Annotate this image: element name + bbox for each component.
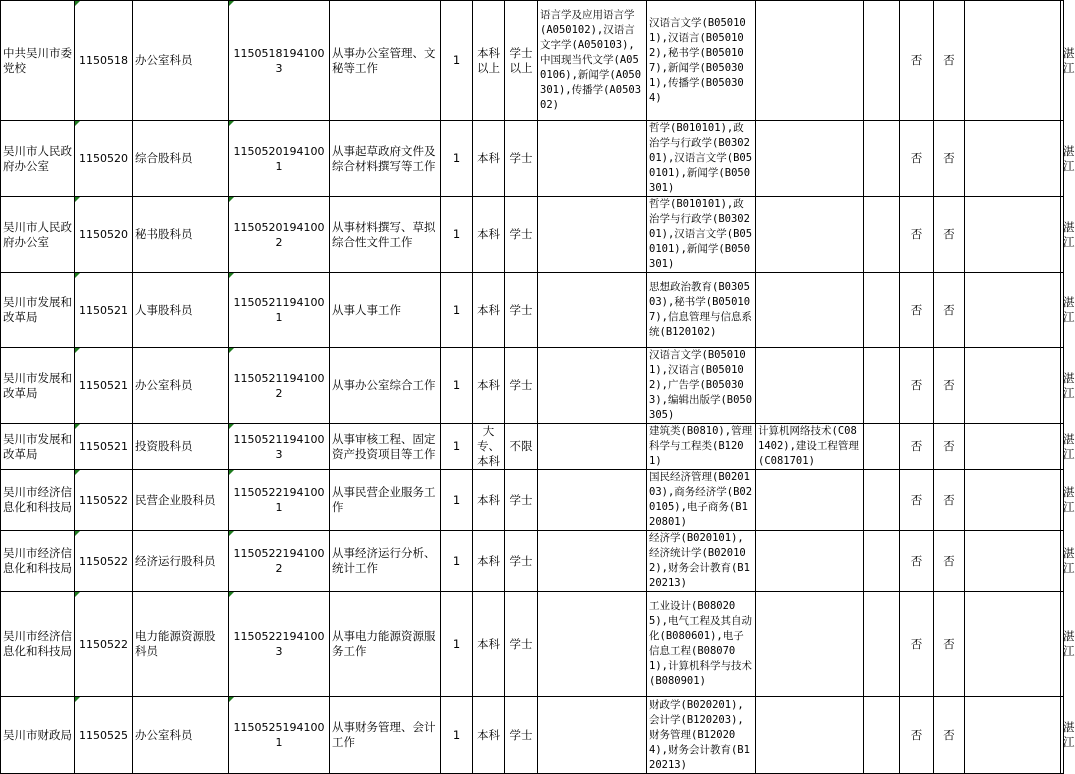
dept-cell: 吴川市人民政府办公室	[1, 197, 75, 273]
degree-cell: 学士	[505, 121, 538, 197]
dept-code-cell: 1150521	[75, 348, 133, 424]
major-jr-cell	[756, 348, 864, 424]
region-cell: 湛江	[1061, 697, 1064, 774]
extra-cell	[864, 121, 900, 197]
position-code-cell: 11505211941003	[229, 424, 330, 470]
major-jr-cell	[756, 470, 864, 531]
region-cell: 湛江	[1061, 592, 1064, 697]
table-body	[1, 1, 1075, 774]
exam-cell: 否	[934, 697, 965, 774]
grassroots-cell: 否	[900, 592, 934, 697]
exam-cell: 否	[934, 348, 965, 424]
region-cell: 湛江	[1061, 273, 1064, 348]
dept-code-cell: 1150522	[75, 531, 133, 592]
degree-cell: 学士	[505, 531, 538, 592]
education-cell: 本科以上	[473, 1, 505, 121]
position-cell: 办公室科员	[133, 348, 229, 424]
degree-cell: 学士	[505, 197, 538, 273]
notes-cell	[965, 531, 1061, 592]
region-cell: 湛江	[1061, 348, 1064, 424]
count-cell: 1	[441, 470, 473, 531]
dept-code-cell: 1150521	[75, 424, 133, 470]
position-cell: 办公室科员	[133, 1, 229, 121]
count-cell: 1	[441, 424, 473, 470]
position-cell: 民营企业股科员	[133, 470, 229, 531]
region-cell: 湛江	[1061, 197, 1064, 273]
education-cell: 本科	[473, 197, 505, 273]
notes-cell	[965, 121, 1061, 197]
major-jr-cell	[756, 121, 864, 197]
extra-cell	[864, 197, 900, 273]
grassroots-cell: 否	[900, 470, 934, 531]
duties-cell: 从事审核工程、固定资产投资项目等工作	[330, 424, 441, 470]
exam-cell: 否	[934, 197, 965, 273]
degree-cell: 不限	[505, 424, 538, 470]
major-jr-cell	[756, 531, 864, 592]
exam-cell: 否	[934, 470, 965, 531]
position-cell: 综合股科员	[133, 121, 229, 197]
notes-cell	[965, 470, 1061, 531]
table-row	[1, 531, 1064, 592]
exam-cell: 否	[934, 121, 965, 197]
duties-cell: 从事办公室管理、文秘等工作	[330, 1, 441, 121]
dept-cell: 吴川市发展和改革局	[1, 348, 75, 424]
dept-cell: 吴川市财政局	[1, 697, 75, 774]
notes-cell	[965, 348, 1061, 424]
dept-code-cell: 1150521	[75, 273, 133, 348]
table-row	[1, 470, 1064, 531]
grassroots-cell: 否	[900, 121, 934, 197]
table-row	[1, 592, 1064, 697]
extra-cell	[864, 470, 900, 531]
education-cell: 本科	[473, 697, 505, 774]
exam-cell: 否	[934, 531, 965, 592]
grassroots-cell: 否	[900, 348, 934, 424]
extra-cell	[864, 424, 900, 470]
duties-cell: 从事经济运行分析、统计工作	[330, 531, 441, 592]
position-cell: 经济运行股科员	[133, 531, 229, 592]
table-row	[1, 197, 1064, 273]
count-cell: 1	[441, 1, 473, 121]
duties-cell: 从事民营企业服务工作	[330, 470, 441, 531]
region-cell: 湛江	[1061, 424, 1064, 470]
major-ug-cell: 财政学(B020201),会计学(B120203),财务管理(B120204),财务会计教育(B120213)	[647, 697, 756, 774]
position-code-cell: 11505201941001	[229, 121, 330, 197]
major-grad-cell	[538, 531, 647, 592]
extra-cell	[864, 531, 900, 592]
position-cell: 电力能源资源股科员	[133, 592, 229, 697]
duties-cell: 从事电力能源资源服务工作	[330, 592, 441, 697]
major-jr-cell	[756, 697, 864, 774]
education-cell: 本科	[473, 470, 505, 531]
major-grad-cell	[538, 424, 647, 470]
region-cell: 湛江	[1061, 121, 1064, 197]
major-jr-cell: 计算机网络技术(C081402),建设工程管理(C081701)	[756, 424, 864, 470]
major-jr-cell	[756, 592, 864, 697]
major-jr-cell	[756, 197, 864, 273]
major-grad-cell	[538, 273, 647, 348]
position-cell: 投资股科员	[133, 424, 229, 470]
education-cell: 本科	[473, 348, 505, 424]
duties-cell: 从事财务管理、会计工作	[330, 697, 441, 774]
notes-cell	[965, 592, 1061, 697]
count-cell: 1	[441, 197, 473, 273]
major-grad-cell	[538, 121, 647, 197]
table-row	[1, 424, 1064, 470]
dept-cell: 吴川市人民政府办公室	[1, 121, 75, 197]
major-ug-cell: 思想政治教育(B030503),秘书学(B050107),信息管理与信息系统(B120102)	[647, 273, 756, 348]
dept-code-cell: 1150520	[75, 121, 133, 197]
duties-cell: 从事材料撰写、草拟综合性文件工作	[330, 197, 441, 273]
exam-cell: 否	[934, 273, 965, 348]
extra-cell	[864, 592, 900, 697]
table-row	[1, 1, 1064, 121]
grassroots-cell: 否	[900, 1, 934, 121]
dept-cell: 吴川市经济信息化和科技局	[1, 531, 75, 592]
position-cell: 人事股科员	[133, 273, 229, 348]
position-code-cell: 11505251941001	[229, 697, 330, 774]
education-cell: 本科	[473, 273, 505, 348]
dept-cell: 吴川市发展和改革局	[1, 273, 75, 348]
major-jr-cell	[756, 273, 864, 348]
major-grad-cell	[538, 592, 647, 697]
degree-cell: 学士	[505, 697, 538, 774]
dept-cell: 吴川市经济信息化和科技局	[1, 592, 75, 697]
major-ug-cell: 汉语言文学(B050101),汉语言(B050102),秘书学(B050107),新闻学(B050301),传播学(B050304)	[647, 1, 756, 121]
dept-code-cell: 1150522	[75, 470, 133, 531]
exam-cell: 否	[934, 424, 965, 470]
exam-cell: 否	[934, 592, 965, 697]
major-ug-cell: 汉语言文学(B050101),汉语言(B050102),广告学(B050303),编辑出版学(B050305)	[647, 348, 756, 424]
extra-cell	[864, 348, 900, 424]
dept-code-cell: 1150520	[75, 197, 133, 273]
position-cell: 办公室科员	[133, 697, 229, 774]
exam-cell: 否	[934, 1, 965, 121]
duties-cell: 从事办公室综合工作	[330, 348, 441, 424]
extra-cell	[864, 1, 900, 121]
count-cell: 1	[441, 348, 473, 424]
grassroots-cell: 否	[900, 424, 934, 470]
position-code-cell: 11505221941003	[229, 592, 330, 697]
major-grad-cell	[538, 470, 647, 531]
degree-cell: 学士	[505, 273, 538, 348]
dept-code-cell: 1150522	[75, 592, 133, 697]
grassroots-cell: 否	[900, 197, 934, 273]
duties-cell: 从事人事工作	[330, 273, 441, 348]
duties-cell: 从事起草政府文件及综合材料撰写等工作	[330, 121, 441, 197]
grassroots-cell: 否	[900, 697, 934, 774]
degree-cell: 学士	[505, 470, 538, 531]
count-cell: 1	[441, 531, 473, 592]
major-ug-cell: 哲学(B010101),政治学与行政学(B030201),汉语言文学(B050101),新闻学(B050301)	[647, 197, 756, 273]
table-row	[1, 121, 1064, 197]
education-cell: 本科	[473, 592, 505, 697]
dept-code-cell: 1150518	[75, 1, 133, 121]
position-code-cell: 11505201941002	[229, 197, 330, 273]
region-cell: 湛江	[1061, 531, 1064, 592]
education-cell: 本科	[473, 121, 505, 197]
region-cell: 湛江	[1061, 470, 1064, 531]
notes-cell	[965, 273, 1061, 348]
region-cell: 湛江	[1061, 1, 1064, 121]
position-code-cell: 11505181941003	[229, 1, 330, 121]
position-code-cell: 11505221941001	[229, 470, 330, 531]
count-cell: 1	[441, 121, 473, 197]
count-cell: 1	[441, 592, 473, 697]
position-cell: 秘书股科员	[133, 197, 229, 273]
extra-cell	[864, 273, 900, 348]
major-grad-cell: 语言学及应用语言学(A050102),汉语言文字学(A050103),中国现当代文学(A050106),新闻学(A050301),传播学(A050302)	[538, 1, 647, 121]
notes-cell	[965, 197, 1061, 273]
position-code-cell: 11505221941002	[229, 531, 330, 592]
dept-code-cell: 1150525	[75, 697, 133, 774]
dept-cell: 吴川市发展和改革局	[1, 424, 75, 470]
major-grad-cell	[538, 348, 647, 424]
table-row	[1, 273, 1064, 348]
major-ug-cell: 建筑类(B0810),管理科学与工程类(B1201)	[647, 424, 756, 470]
degree-cell: 学士	[505, 592, 538, 697]
extra-cell	[864, 697, 900, 774]
degree-cell: 学士以上	[505, 1, 538, 121]
grassroots-cell: 否	[900, 273, 934, 348]
table-row	[1, 348, 1064, 424]
major-ug-cell: 工业设计(B080205),电气工程及其自动化(B080601),电子信息工程(B080701),计算机科学与技术(B080901)	[647, 592, 756, 697]
education-cell: 大专、本科	[473, 424, 505, 470]
dept-cell: 吴川市经济信息化和科技局	[1, 470, 75, 531]
education-cell: 本科	[473, 531, 505, 592]
table-row	[1, 697, 1064, 774]
major-grad-cell	[538, 197, 647, 273]
major-jr-cell	[756, 1, 864, 121]
count-cell: 1	[441, 697, 473, 774]
major-ug-cell: 哲学(B010101),政治学与行政学(B030201),汉语言文学(B050101),新闻学(B050301)	[647, 121, 756, 197]
notes-cell	[965, 424, 1061, 470]
position-code-cell: 11505211941001	[229, 273, 330, 348]
position-code-cell: 11505211941002	[229, 348, 330, 424]
major-grad-cell	[538, 697, 647, 774]
major-ug-cell: 国民经济管理(B020103),商务经济学(B020105),电子商务(B120801)	[647, 470, 756, 531]
count-cell: 1	[441, 273, 473, 348]
major-ug-cell: 经济学(B020101),经济统计学(B020102),财务会计教育(B120213)	[647, 531, 756, 592]
degree-cell: 学士	[505, 348, 538, 424]
dept-cell: 中共吴川市委党校	[1, 1, 75, 121]
grassroots-cell: 否	[900, 531, 934, 592]
notes-cell	[965, 697, 1061, 774]
notes-cell	[965, 1, 1061, 121]
